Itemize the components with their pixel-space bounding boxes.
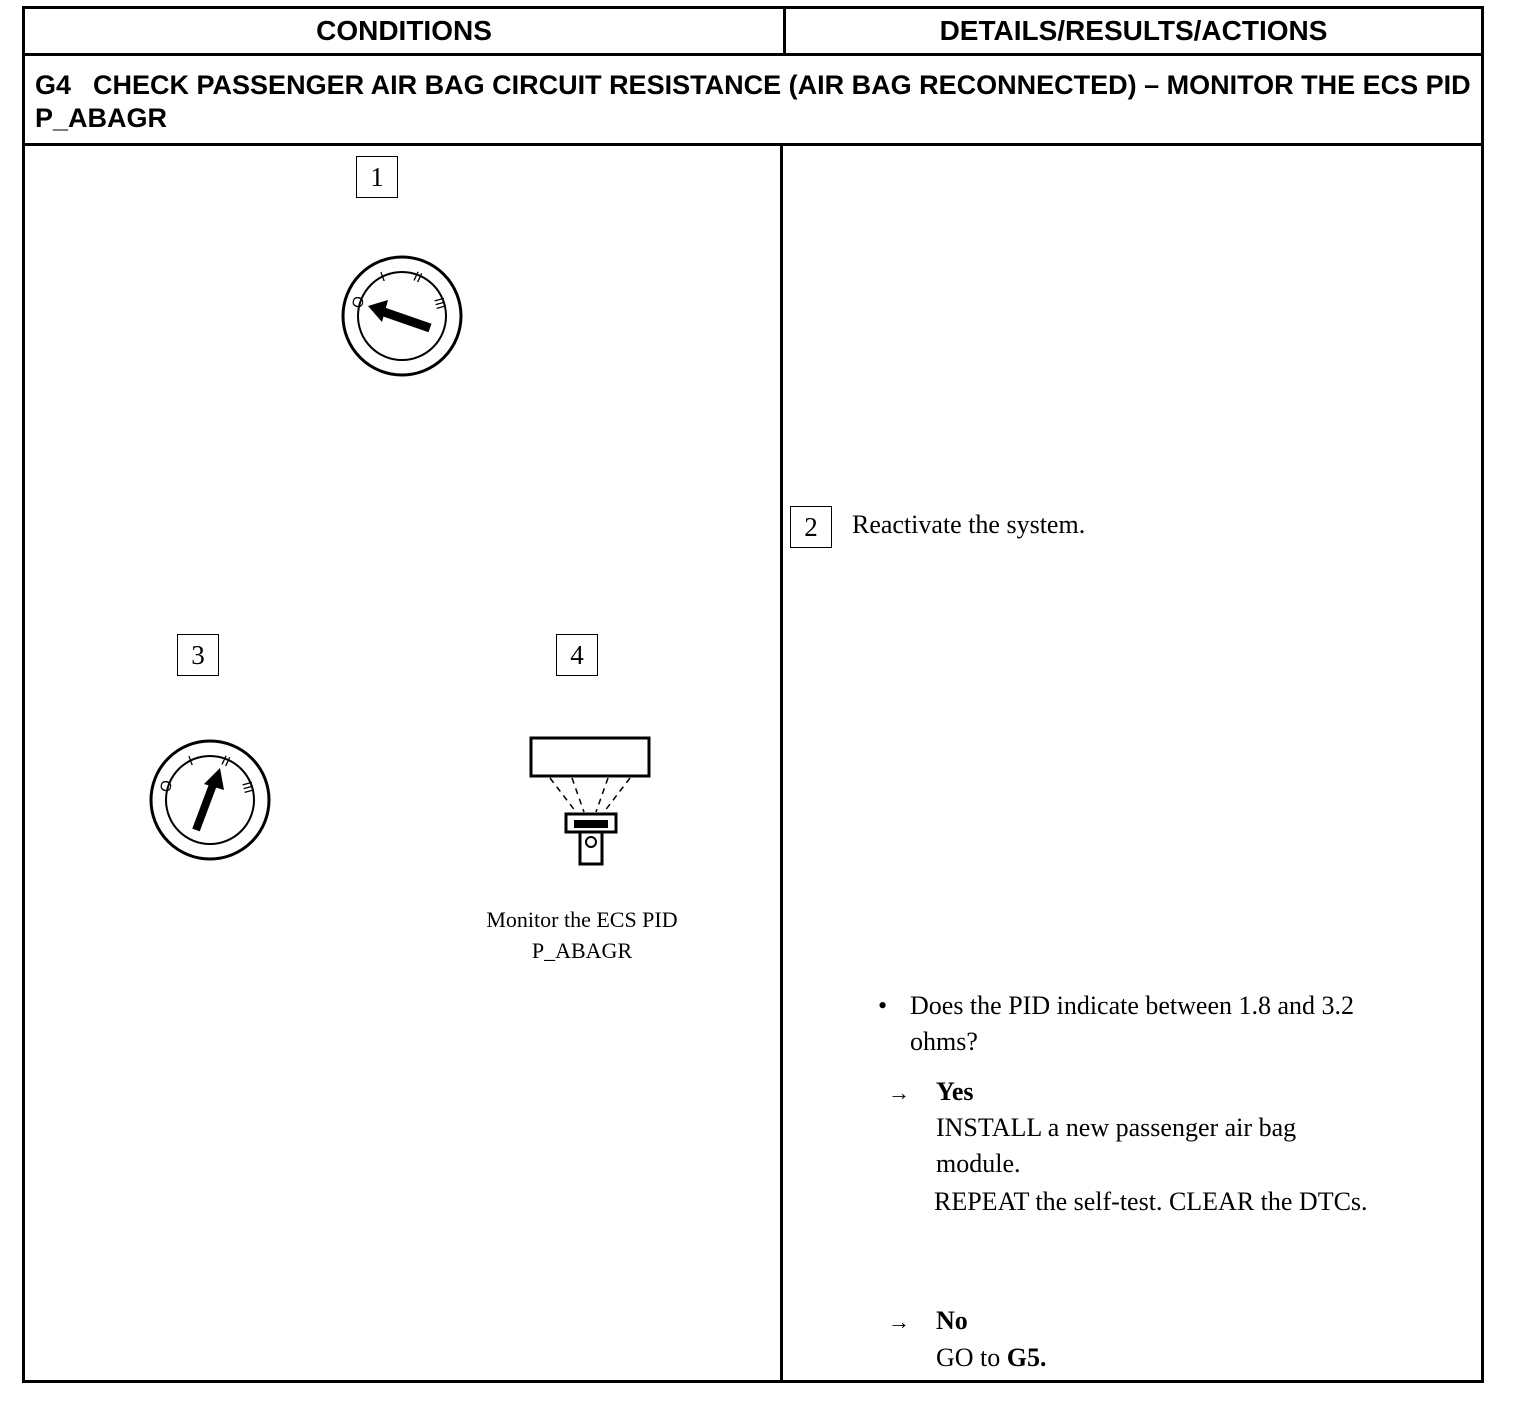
header-column-divider — [783, 9, 786, 53]
question-line-1: Does the PID indicate between 1.8 and 3.2 — [910, 991, 1355, 1020]
question — [910, 988, 1354, 1060]
test-id: G4 — [35, 70, 72, 100]
ignition-label-two: II — [219, 751, 233, 770]
no-action-target: G5. — [1006, 1343, 1047, 1372]
body-column-divider — [780, 146, 783, 1380]
test-title-text: CHECK PASSENGER AIR BAG CIRCUIT RESISTANCE (AIR BAG RECONNECTED) – MONITOR THE ECS PID P_ABAGR — [35, 70, 1471, 133]
ignition-switch-off-icon — [340, 254, 464, 378]
no-action-prefix: GO to — [936, 1343, 1007, 1372]
yes-action-line-2: module. — [936, 1149, 1021, 1178]
step-3-number: 3 — [177, 634, 219, 676]
step-4-number: 4 — [556, 634, 598, 676]
ignition-label-off: O — [349, 294, 368, 310]
yes-label: Yes — [936, 1077, 974, 1106]
no-arrow: → — [888, 1309, 910, 1334]
ignition-label-off: O — [157, 778, 176, 794]
question-bullet: • — [878, 991, 888, 1020]
diagnostic-table — [22, 6, 1484, 1383]
ignition-switch-on-icon — [148, 738, 272, 862]
yes-action-line-3: REPEAT the self-test. CLEAR the DTCs. — [934, 1187, 1368, 1216]
question-line-2: ohms? — [910, 1027, 978, 1056]
no-label: No — [936, 1306, 968, 1335]
details-header: DETAILS/RESULTS/ACTIONS — [939, 15, 1328, 46]
step-4-caption — [452, 904, 712, 966]
scan-tool-connector-icon — [528, 736, 652, 868]
yes-action-line-1: INSTALL a new passenger air bag — [936, 1113, 1297, 1142]
ignition-label-three: III — [431, 295, 450, 312]
test-title — [35, 69, 1475, 135]
ignition-label-three: III — [239, 779, 258, 796]
no-action — [936, 1340, 1047, 1376]
caption-line-1: Monitor the ECS PID — [486, 907, 678, 932]
header-divider — [25, 53, 1481, 56]
yes-arrow: → — [888, 1080, 910, 1105]
step-2-number: 2 — [790, 506, 832, 548]
caption-line-2: P_ABAGR — [531, 938, 633, 963]
ignition-label-one: I — [185, 752, 196, 769]
conditions-header: CONDITIONS — [316, 15, 492, 46]
step-2-text: Reactivate the system. — [852, 510, 1086, 539]
step-1-number: 1 — [356, 156, 398, 198]
ignition-label-one: I — [377, 268, 388, 285]
title-divider — [25, 143, 1481, 146]
ignition-label-two: II — [411, 267, 425, 286]
